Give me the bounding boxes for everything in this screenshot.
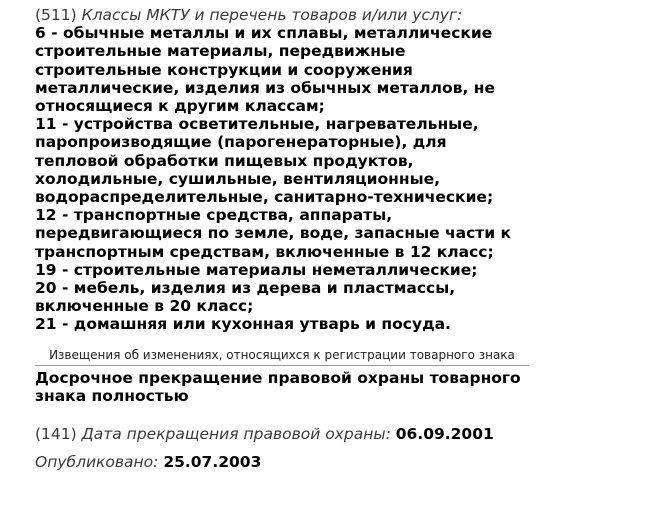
termination-date: 06.09.2001 xyxy=(395,424,494,443)
mktu-class-21: 21 - домашняя или кухонная утварь и посуда. xyxy=(35,315,451,334)
notices-header: Извещения об изменениях, относящихся к регистрации товарного знака xyxy=(35,348,529,366)
mktu-label: Классы МКТУ и перечень товаров и/или услуг: xyxy=(81,6,463,24)
termination-label: Дата прекращения правовой охраны: xyxy=(81,424,391,443)
published-label: Опубликовано: xyxy=(35,452,159,471)
mktu-heading xyxy=(35,6,535,24)
document xyxy=(35,0,535,471)
mktu-class-12: 12 - транспортные средства, аппараты, передвигающиеся по земле, воде, запасные части к транспортным средствам, включенные в 12 класс; xyxy=(35,206,512,261)
published-date: 25.07.2003 xyxy=(163,452,262,471)
notice-title: Досрочное прекращение правовой охраны товарного знака полностью xyxy=(35,368,521,406)
mktu-class-20: 20 - мебель, изделия из дерева и пластмассы, включенные в 20 класс; xyxy=(35,279,456,316)
mktu-section xyxy=(35,6,535,334)
mktu-class-19: 19 - строительные материалы неметаллические; xyxy=(35,260,478,279)
mktu-class-11: 11 - устройства осветительные, нагревательные, паропроизводящие (парогенераторные), для тепловой обработки пищевых продуктов, холодильные, сушильные, вентиляционные, водораспределительные, санитарно-технические; xyxy=(35,115,494,207)
mktu-class-6: 6 - обычные металлы и их сплавы, металлические строительные материалы, передвижные строительные конструкции и сооружения металлические, изделия из обычных металлов, не относящиеся к другим классам; xyxy=(35,24,495,116)
termination-date-row xyxy=(35,425,535,443)
published-row xyxy=(35,453,535,471)
mktu-code: (511) xyxy=(35,6,77,24)
termination-code: (141) xyxy=(35,424,77,443)
